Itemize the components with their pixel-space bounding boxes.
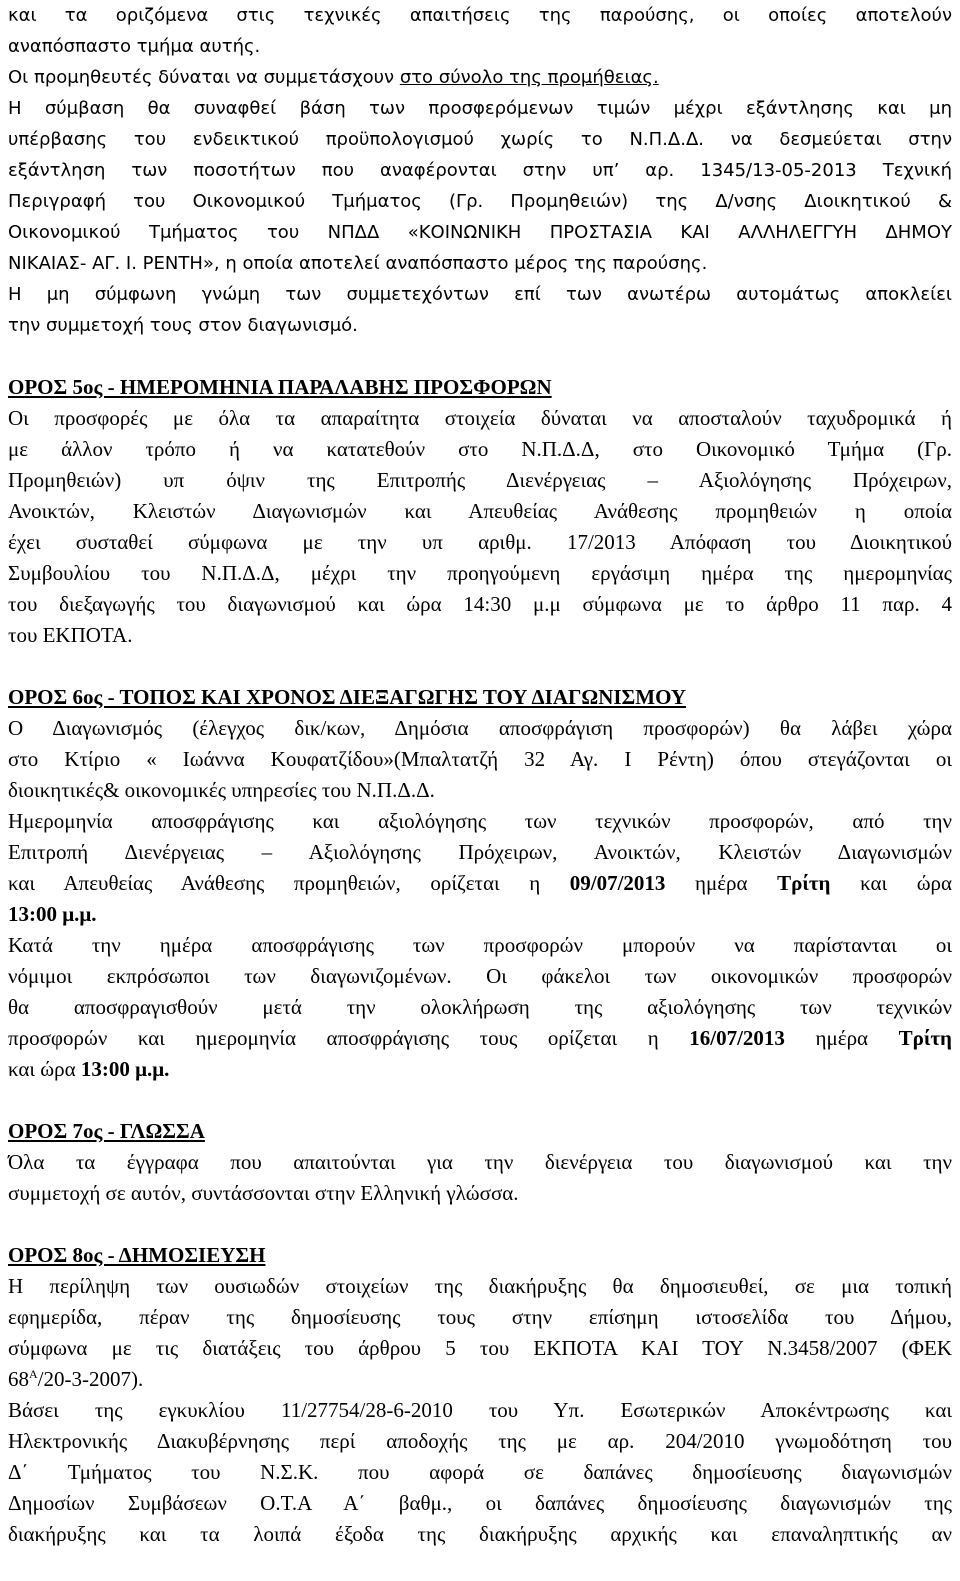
text-line: Ηλεκτρονικής Διακυβέρνησης περί αποδοχής της με αρ. 204/2010 γνωμοδότηση του	[8, 1429, 952, 1453]
text-line: Οι προσφορές με όλα τα απαραίτητα στοιχεία δύναται να αποσταλούν ταχυδρομικά ή	[8, 406, 952, 430]
text-span: και Απευθείας Ανάθεσης προμηθειών, ορίζεται η	[8, 871, 570, 895]
text-line: αναπόσπαστο τμήμα αυτής.	[8, 36, 261, 57]
text-span: Οι προμηθευτές δύναται να συμμετάσχουν	[8, 67, 400, 88]
text-line: Η μη σύμφωνη γνώμη των συμμετεχόντων επί των ανωτέρω αυτομάτως αποκλείει	[8, 284, 952, 305]
text-line: Επιτροπή Διενέργειας – Αξιολόγησης Πρόχειρων, Ανοικτών, Κλειστών Διαγωνισμών	[8, 840, 952, 864]
text-line: Ο Διαγωνισμός (έλεγχος δικ/κων, Δημόσια αποσφράγιση προσφορών) θα λάβει χώρα	[8, 716, 952, 740]
text-line: στο Κτίριο « Ιωάννα Κουφατζίδου»(Μπαλτατζή 32 Αγ. Ι Ρέντη) όπου στεγάζονται οι	[8, 747, 952, 771]
text-line: έχει συσταθεί σύμφωνα με την υπ αριθμ. 17/2013 Απόφαση του Διοικητικού	[8, 530, 952, 554]
time-text: 13:00 μ.μ.	[80, 1057, 170, 1081]
text-span: προσφορών και ημερομηνία αποσφράγισης τους ορίζεται η	[8, 1026, 690, 1050]
text-line: Ημερομηνία αποσφράγισης και αξιολόγησης των τεχνικών προσφορών, από την	[8, 809, 952, 833]
text-span: /20-3-2007).	[37, 1367, 144, 1391]
text-span: ημέρα	[665, 871, 778, 895]
text-line: νόμιμοι εκπρόσωποι των διαγωνιζομένων. Οι φάκελοι των οικονομικών προσφορών	[8, 964, 952, 988]
text-line: υπέρβασης του ενδεικτικού προϋπολογισμού χωρίς το Ν.Π.Δ.Δ. να δεσμεύεται στην	[8, 129, 952, 150]
text-span: 68	[8, 1367, 29, 1391]
text-line: και τα οριζόμενα στις τεχνικές απαιτήσεις της παρούσης, οι οποίες αποτελούν	[8, 5, 952, 26]
text-span: ημέρα	[784, 1026, 899, 1050]
text-line: Κατά την ημέρα αποσφράγισης των προσφορών μπορούν να παρίστανται οι	[8, 933, 952, 957]
underlined-text: στο σύνολο της προμήθειας.	[399, 67, 659, 88]
text-span: και ώρα	[8, 1057, 81, 1081]
text-line: ΝΙΚΑΙΑΣ- ΑΓ. Ι. ΡΕΝΤΗ», η οποία αποτελεί αναπόσπαστο μέρος της παρούσης.	[8, 253, 708, 274]
section-heading-7: ΟΡΟΣ 7ος - ΓΛΩΣΣΑ	[8, 1119, 205, 1143]
text-line: θα αποσφραγισθούν μετά την ολοκλήρωση της αξιολόγησης των τεχνικών	[8, 995, 952, 1019]
text-span: και ώρα	[830, 871, 953, 895]
text-line	[8, 1363, 952, 1395]
time-text: 13:00 μ.μ.	[8, 902, 97, 926]
day-text: Τρίτη	[777, 871, 831, 895]
text-line	[8, 62, 952, 94]
text-line: Συμβουλίου του Ν.Π.Δ.Δ, μέχρι την προηγούμενη εργάσιμη ημέρα της ημερομηνίας	[8, 561, 952, 585]
section-heading-6: ΟΡΟΣ 6ος - ΤΟΠΟΣ ΚΑΙ ΧΡΟΝΟΣ ΔΙΕΞΑΓΩΓΗΣ ΤΟΥ ΔΙΑΓΩΝΙΣΜΟΥ	[8, 685, 687, 709]
text-line: διοικητικές& οικονομικές υπηρεσίες του Ν.Π.Δ.Δ.	[8, 778, 435, 802]
text-line: διακήρυξης και τα λοιπά έξοδα της διακήρυξης αρχικής και επαναληπτικής αν	[8, 1522, 952, 1546]
date-text: 09/07/2013	[569, 871, 666, 895]
text-line: συμμετοχή σε αυτόν, συντάσσονται στην Ελληνική γλώσσα.	[8, 1181, 519, 1205]
superscript-text: Α	[29, 1367, 38, 1381]
section-heading-5: ΟΡΟΣ 5ος - ΗΜΕΡΟΜΗΝΙΑ ΠΑΡΑΛΑΒΗΣ ΠΡΟΣΦΟΡΩΝ	[8, 375, 552, 399]
text-line: Βάσει της εγκυκλίου 11/27754/28-6-2010 του Υπ. Εσωτερικών Αποκέντρωσης και	[8, 1398, 952, 1422]
text-line: Η σύμβαση θα συναφθεί βάση των προσφερόμενων τιμών μέχρι εξάντλησης και μη	[8, 98, 952, 119]
section-heading-8: ΟΡΟΣ 8ος - ΔΗΜΟΣΙΕΥΣΗ	[8, 1243, 266, 1267]
text-line: Οικονομικού Τμήματος του ΝΠΔΔ «ΚΟΙΝΩΝΙΚΗ ΠΡΟΣΤΑΣΙΑ ΚΑΙ ΑΛΛΗΛΕΓΓΥΗ ΔΗΜΟΥ	[8, 222, 952, 243]
text-line: Όλα τα έγγραφα που απαιτούνται για την διενέργεια του διαγωνισμού και την	[8, 1150, 952, 1174]
date-text: 16/07/2013	[689, 1026, 785, 1050]
text-line: Δ΄ Τμήματος του Ν.Σ.Κ. που αφορά σε δαπάνες δημοσίευσης διαγωνισμών	[8, 1460, 952, 1484]
text-line: την συμμετοχή τους στον διαγωνισμό.	[8, 315, 358, 336]
text-line	[8, 1022, 952, 1054]
text-line: εξάντληση των ποσοτήτων που αναφέρονται στην υπ’ αρ. 1345/13-05-2013 Τεχνική	[8, 160, 952, 181]
text-line: του ΕΚΠΟΤΑ.	[8, 623, 133, 647]
text-line: σύμφωνα με τις διατάξεις του άρθρου 5 του ΕΚΠΟΤΑ ΚΑΙ ΤΟΥ Ν.3458/2007 (ΦΕΚ	[8, 1336, 952, 1360]
text-line: Δημοσίων Συμβάσεων Ο.Τ.Α Α΄ βαθμ., οι δαπάνες δημοσίευσης διαγωνισμών της	[8, 1491, 952, 1515]
text-line: με άλλον τρόπο ή να κατατεθούν στο Ν.Π.Δ.Δ, στο Οικονομικό Τμήμα (Γρ.	[8, 437, 952, 461]
text-line	[8, 867, 952, 899]
text-line: Η περίληψη των ουσιωδών στοιχείων της διακήρυξης θα δημοσιευθεί, σε μια τοπική	[8, 1274, 952, 1298]
text-line: Ανοικτών, Κλειστών Διαγωνισμών και Απευθείας Ανάθεσης προμηθειών η οποία	[8, 499, 952, 523]
text-line: του διεξαγωγής του διαγωνισμού και ώρα 14:30 μ.μ σύμφωνα με το άρθρο 11 παρ. 4	[8, 592, 952, 616]
text-line: εφημερίδα, πέραν της δημοσίευσης τους στην επίσημη ιστοσελίδα του Δήμου,	[8, 1305, 952, 1329]
text-line	[8, 1053, 952, 1085]
text-line: Προμηθειών) υπ όψιν της Επιτροπής Διενέργειας – Αξιολόγησης Πρόχειρων,	[8, 468, 952, 492]
day-text: Τρίτη	[898, 1026, 952, 1050]
text-line: Περιγραφή του Οικονομικού Τμήματος (Γρ. Προμηθειών) της Δ/νσης Διοικητικού &	[8, 191, 952, 212]
